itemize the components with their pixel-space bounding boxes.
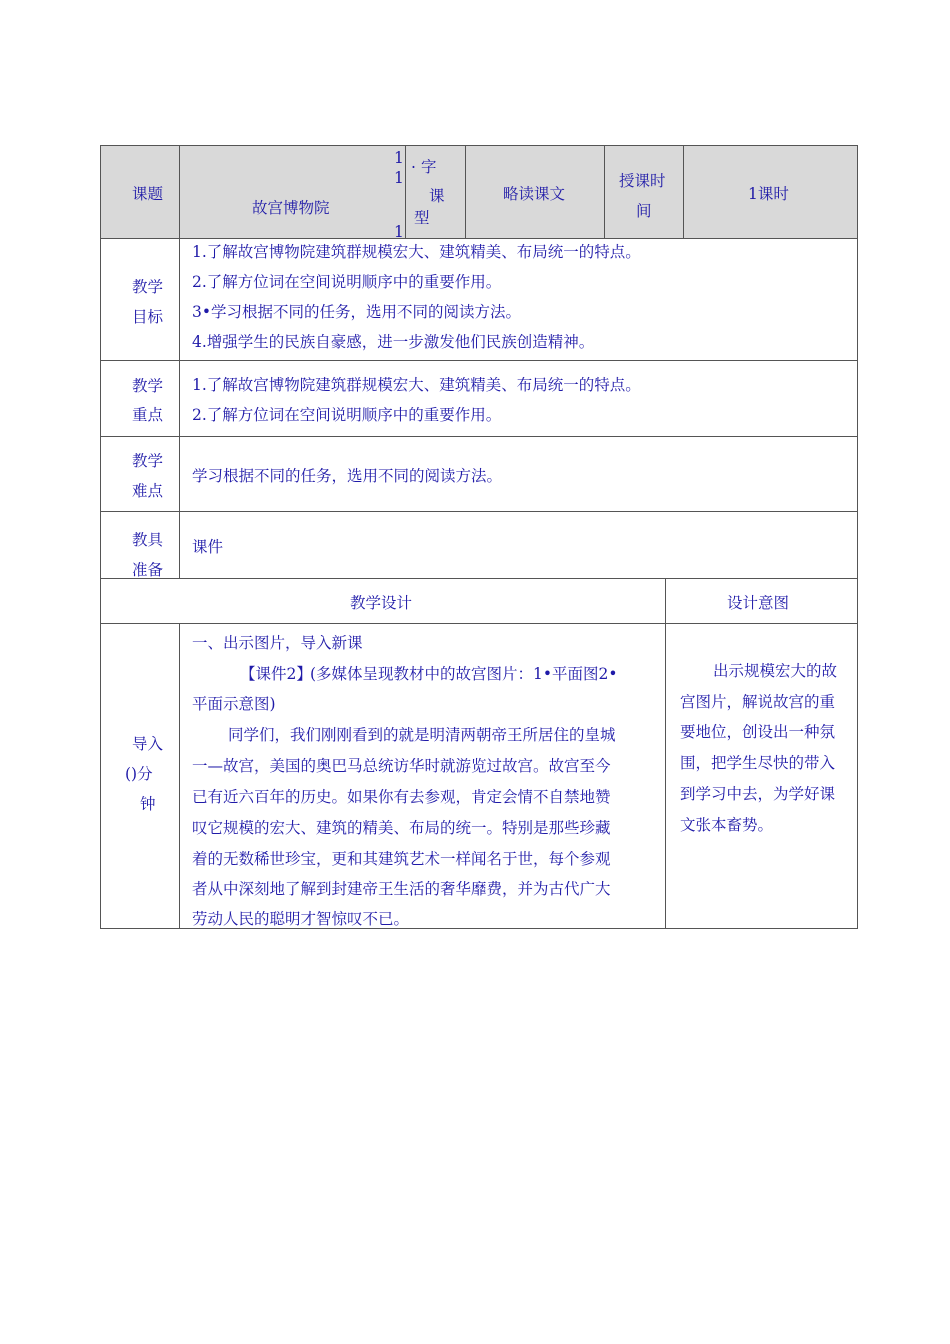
table-border [465,145,466,238]
intent-line: 宫图片，解说故宫的重 [680,693,836,711]
intro-body-line: 劳动人民的聪明才智惊叹不已。 [192,910,410,928]
table-border [665,578,666,929]
intro-body-line: 着的无数稀世珍宝，更和其建筑艺术一样闻名于世，每个参观 [192,850,611,868]
table-border [857,145,858,929]
time-value: 1课时 [748,185,789,203]
intent-line: 围，把学生尽快的带入 [680,754,836,772]
intro-body-line: 一—故宫，美国的奥巴马总统访华时就游览过故宫。故宫至今 [192,757,611,775]
intro-body-line: 同学们，我们刚刚看到的就是明清两朝帝王所居住的皇城 [228,726,616,744]
table-border [100,145,101,929]
table-border [405,145,406,238]
courseware-tag: 【课件2】 [240,665,312,683]
table-border [179,623,180,929]
lesson-title: 故宫博物院 [252,199,330,217]
intent-line: 出示规模宏大的故 [713,662,838,680]
intent-line: 到学习中去，为学好课 [680,785,836,803]
table-border [100,623,858,624]
zi-char: 字 [421,158,437,176]
label-lesson-title: 课题 [132,185,164,203]
goal-item: 4.增强学生的民族自豪感，进一步激发他们民族创造精神。 [192,333,595,351]
intro-label: ()分 [125,765,153,783]
goals-label: 目标 [132,308,164,326]
intro-body-line: 者从中深刻地了解到封建帝王生活的奢华靡费，并为古代广大 [192,880,611,898]
key-point-item: 1.了解故宫博物院建筑群规模宏大、建筑精美、布局统一的特点。 [192,376,641,394]
table-border [100,145,858,146]
header-row-background [100,145,858,238]
difficulty-label: 难点 [132,482,164,500]
key-point-item: 2.了解方位词在空间说明顺序中的重要作用。 [192,406,502,424]
table-border [100,578,858,579]
table-border [683,145,684,238]
lesson-type: 略读课文 [503,185,566,203]
intro-body-line: 已有近六百年的历史。如果你有去参观，肯定会情不自禁地赞 [192,788,611,806]
goals-label: 教学 [132,278,164,296]
difficulty-text: 学习根据不同的任务，选用不同的阅读方法。 [192,467,503,485]
table-border [100,238,858,239]
lesson-number-digit: 1 [394,223,404,241]
intent-line: 要地位，创设出一种氛 [680,723,836,741]
intent-line: 文张本畜势。 [680,816,774,834]
type-label: 型 [414,209,430,227]
goal-item: 3•学习根据不同的任务，选用不同的阅读方法。 [192,303,522,321]
intro-body-line: 叹它规模的宏大、建筑的精美、布局的统一。特别是那些珍藏 [192,819,611,837]
time-label: 间 [636,202,652,220]
intent-header: 设计意图 [727,594,790,612]
design-header: 教学设计 [350,594,413,612]
type-label: 课 [429,187,445,205]
table-border [179,145,180,579]
goal-item: 1.了解故宫博物院建筑群规模宏大、建筑精美、布局统一的特点。 [192,243,641,261]
lesson-number-digit: 1 [394,169,404,187]
goal-item: 2.了解方位词在空间说明顺序中的重要作用。 [192,273,502,291]
materials-text: 课件 [192,538,224,556]
table-border [100,360,858,361]
intro-label: 钟 [140,795,156,813]
time-label: 授课时 [619,172,666,190]
materials-label: 准备 [132,561,164,579]
table-border [100,511,858,512]
dot-mark: . [411,154,416,172]
key-points-label: 重点 [132,406,164,424]
table-border [100,436,858,437]
intro-label: 导入 [132,735,164,753]
intro-heading: 一、出示图片，导入新课 [192,634,363,652]
difficulty-label: 教学 [132,452,164,470]
courseware-description: 平面示意图) [192,695,276,713]
lesson-number-digit: 1 [394,149,404,167]
key-points-label: 教学 [132,377,164,395]
courseware-description: (多媒体呈现教材中的故宫图片：1•平面图2• [310,665,618,683]
table-border [604,145,605,238]
materials-label: 教具 [132,531,164,549]
